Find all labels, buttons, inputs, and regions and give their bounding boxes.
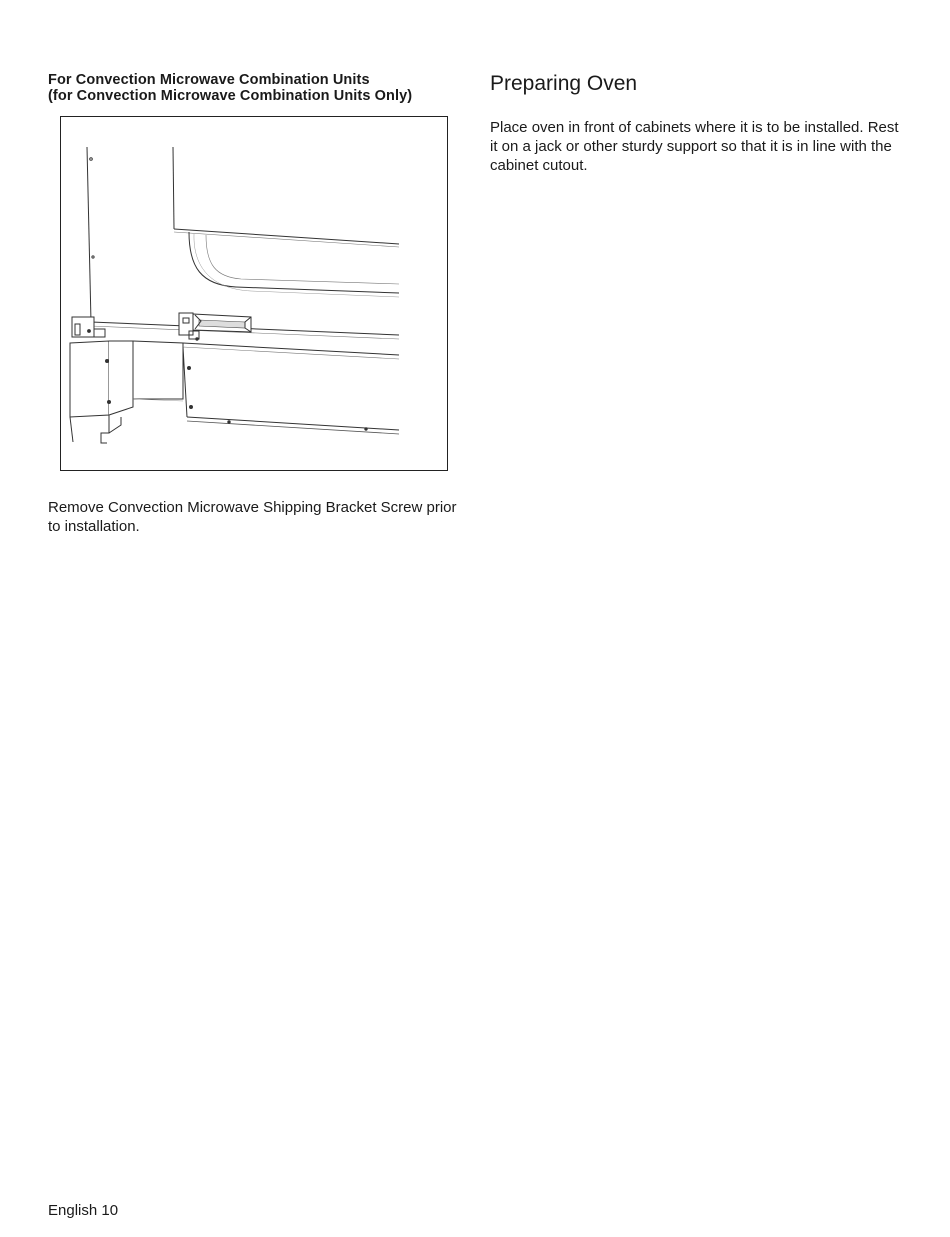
instruction-paragraph: Place oven in front of cabinets where it is to be installed. Rest it on a jack or other sturdy support so that it is in line with the cabinet cutout. bbox=[490, 119, 899, 174]
figure-caption: Remove Convection Microwave Shipping Bracket Screw prior to installation. bbox=[48, 499, 457, 535]
installation-illustration bbox=[60, 116, 448, 471]
section-heading-line1: For Convection Microwave Combination Units bbox=[48, 72, 370, 88]
section-title: Preparing Oven bbox=[490, 72, 638, 95]
page-footer: English 10 bbox=[48, 1202, 119, 1219]
section-heading-line2: (for Convection Microwave Combination Units Only) bbox=[48, 88, 413, 104]
left-column bbox=[48, 72, 448, 104]
section-heading bbox=[48, 72, 448, 104]
microwave-bracket-drawing bbox=[61, 117, 447, 470]
